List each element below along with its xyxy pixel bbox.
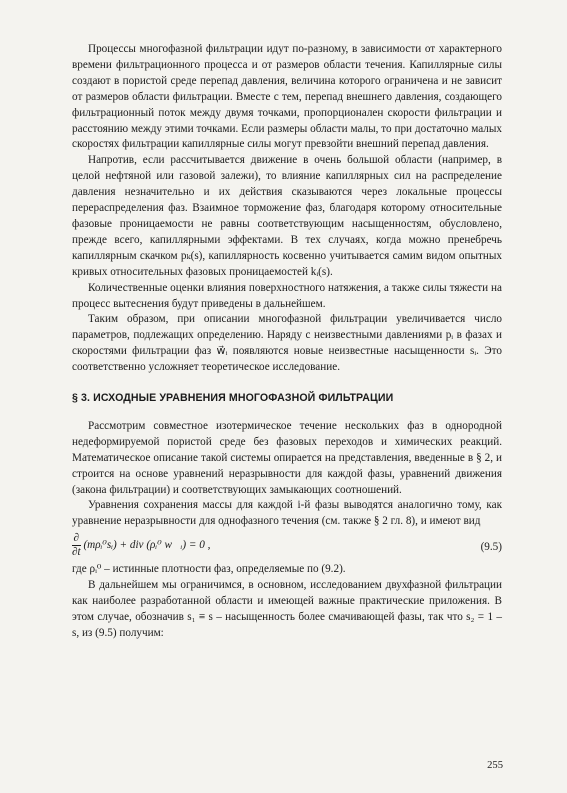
partial-derivative-fraction: [72, 532, 81, 559]
paragraph-3: Количественные оценки влияния поверхностного натяжения, а также силы тяжести на процесс вытеснения будут приведены в дальнейшем.: [72, 281, 502, 310]
section-heading: § 3. ИСХОДНЫЕ УРАВНЕНИЯ МНОГОФАЗНОЙ ФИЛЬТРАЦИИ: [72, 392, 394, 405]
paragraph-5: Рассмотрим совместное изотермическое течение нескольких фаз в однородной недеформируемой пористой среде без фазовых переходов и химических реакций. Математическое описание такой системы опирается на представления, введенные в § 2, и строится на основе уравнений неразрывности для каждой фазы, уравнений движения (закона фильтрации) и соответствующих замыкающих соотношений.: [72, 419, 502, 496]
paragraph-4: Таким образом, при описании многофазной фильтрации увеличивается число параметров, подлежащих определению. Наряду с неизвестными давлениями pᵢ в фазах и скоростями фильтрации фаз w⃗ᵢ появляются новые неизвестные насыщенности sᵢ. Это соответственно усложняет теоретическое исследование.: [72, 313, 502, 374]
where-line: где ρᵢ⁰ – истинные плотности фаз, определяемые по (9.2).: [72, 563, 346, 576]
paragraph-2: Напротив, если рассчитывается движение в очень большой области (например, в целой нефтяной или газовой залежи), то влияние капиллярных сил на распределение давления незначительно и их действия сказываются через локальные процессы перераспределения фаз. Взаимное торможение фаз, благодаря которому относительные фазовые проницаемости не равны соответствующим насыщенностям, обусловлено, прежде всего, капиллярными эффектами. В тех случаях, когда можно пренебречь капиллярным скачком pₖ(s), капиллярность косвенно учитывается самим видом опытных кривых относительных фазовых проницаемостей kᵢ(s).: [72, 154, 502, 278]
page-text: [72, 42, 502, 642]
equation-9-5: [72, 532, 502, 562]
page-number: 255: [487, 760, 503, 771]
paragraph-7: В дальнейшем мы ограничимся, в основном, исследованием двухфазной фильтрации как наиболее разработанной области и имеющей важные практические приложения. В этом случае, обозначив s₁ ≡ s – насыщенность более смачивающей фазы, так что s₂ = 1 – s, из (9.5) получим:: [72, 579, 502, 639]
paragraph-1: Процессы многофазной фильтрации идут по-разному, в зависимости от характерного времени фильтрационного процесса и от размеров области течения. Капиллярные силы создают в пористой среде перепад давления, величина которого ограничена и не зависит от размеров области фильтрации. Вместе с тем, перепад внешнего давления, создающего фильтрационный поток между двумя точками, пропорционален скорости фильтрации и расстоянию между этими точками. Если размеры области малы, то при достаточно малых скоростях фильтрации капиллярные силы могут превзойти внешний перепад давления.: [72, 43, 502, 151]
equation-body: (mρᵢ⁰sᵢ) + div (ρᵢ⁰ w⃗ᵢ) = 0 ,: [83, 539, 211, 552]
paragraph-6: Уравнения сохранения массы для каждой i-й фазы выводятся аналогично тому, как уравнение неразрывности для однофазного течения (см. также § 2 гл. 8), и имеют вид: [72, 499, 502, 528]
fraction-numerator: ∂: [73, 532, 80, 545]
fraction-denominator: ∂t: [72, 546, 81, 559]
equation-number: (9.5): [480, 541, 502, 554]
